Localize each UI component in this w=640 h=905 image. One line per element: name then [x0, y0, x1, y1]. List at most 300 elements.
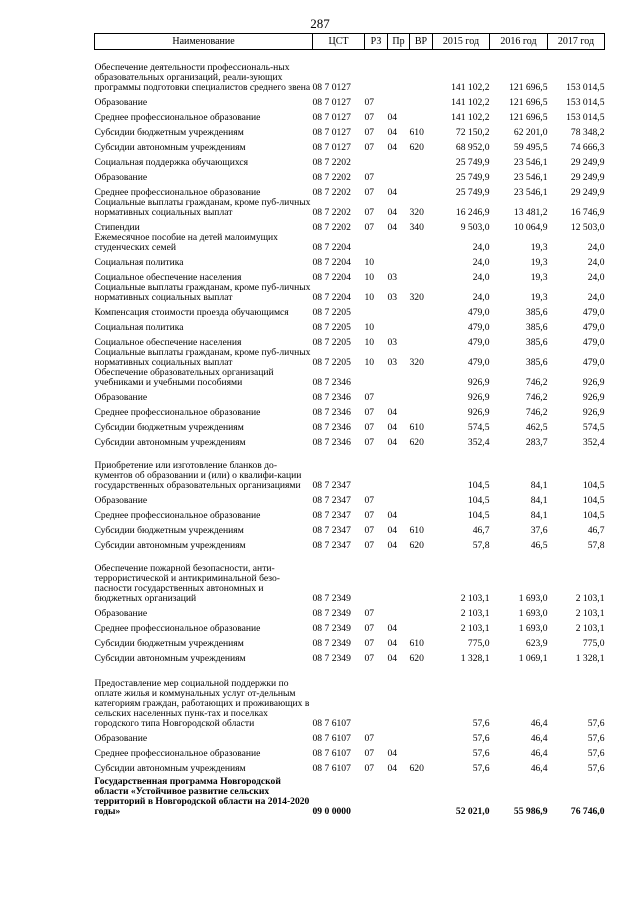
- cell-rz: 07: [364, 142, 375, 153]
- cell-code: 08 7 2202: [312, 172, 351, 183]
- table-row: [95, 108, 605, 123]
- cell-code: 08 7 0127: [312, 97, 351, 108]
- cell-pr: [388, 729, 410, 744]
- cell-code: 08 7 2202: [312, 222, 351, 233]
- cell-code: 08 7 2204: [312, 292, 351, 303]
- table-row: [95, 388, 605, 403]
- cell-y2016: 46,4: [530, 748, 548, 759]
- cell-pr: 04: [387, 510, 398, 521]
- table-row: [95, 433, 605, 448]
- cell-pr: 04: [387, 525, 398, 536]
- cell-rz: [365, 153, 388, 168]
- cell-pr: [388, 153, 410, 168]
- cell-y2016: 462,5: [525, 422, 548, 433]
- cell-vr: [410, 403, 433, 418]
- budget-table: [94, 33, 605, 817]
- cell-code: 08 7 2205: [312, 357, 351, 368]
- cell-rz: 07: [364, 638, 375, 649]
- cell-name: Среднее профессиональное образование: [94, 407, 261, 418]
- cell-name: Образование: [94, 392, 148, 403]
- cell-y2016: 385,6: [525, 322, 548, 333]
- cell-rz: 07: [364, 510, 375, 521]
- cell-name: Социальные выплаты гражданам, кроме пуб-личных нормативных социальных выплат: [94, 282, 311, 303]
- cell-y2015: 352,4: [467, 437, 490, 448]
- table-row: [95, 218, 605, 233]
- table-row: [95, 604, 605, 619]
- table-row: [95, 491, 605, 506]
- cell-code: 08 7 2347: [312, 495, 351, 506]
- cell-rz: 07: [364, 422, 375, 433]
- cell-name: Среднее профессиональное образование: [94, 623, 261, 634]
- cell-name: Субсидии автономным учреждениям: [94, 653, 246, 664]
- cell-y2017: 57,8: [587, 540, 605, 551]
- cell-y2015: 479,0: [467, 337, 490, 348]
- cell-y2015: 57,8: [472, 540, 490, 551]
- cell-y2017: 29 249,9: [570, 172, 605, 183]
- cell-vr: 610: [409, 127, 424, 138]
- cell-rz: 07: [364, 763, 375, 774]
- cell-y2015: 25 749,9: [455, 187, 490, 198]
- cell-y2016: 23 546,1: [513, 157, 548, 168]
- cell-y2017: 74 666,3: [570, 142, 605, 153]
- cell-pr: [388, 664, 410, 729]
- cell-name: Образование: [94, 495, 148, 506]
- cell-code: 08 7 6107: [312, 718, 351, 729]
- cell-vr: [410, 108, 433, 123]
- table-row: [95, 153, 605, 168]
- cell-pr: 04: [387, 623, 398, 634]
- cell-code: 08 7 2205: [312, 307, 351, 318]
- cell-y2016: 23 546,1: [513, 187, 548, 198]
- cell-y2016: 19,3: [530, 272, 548, 283]
- cell-name: Субсидии бюджетным учреждениям: [94, 422, 244, 433]
- header-rz: РЗ: [365, 34, 388, 50]
- cell-rz: 07: [364, 733, 375, 744]
- cell-pr: [388, 604, 410, 619]
- cell-y2016: 46,5: [530, 540, 548, 551]
- header-2015: 2015 год: [433, 34, 490, 50]
- cell-name: Образование: [94, 97, 148, 108]
- cell-rz: 07: [364, 437, 375, 448]
- cell-pr: [388, 168, 410, 183]
- cell-vr: [410, 268, 433, 283]
- cell-pr: [388, 491, 410, 506]
- cell-rz: [365, 551, 388, 604]
- table-row: [95, 198, 605, 218]
- table-row: [95, 403, 605, 418]
- cell-code: 08 7 2346: [312, 407, 351, 418]
- cell-rz: 10: [364, 292, 375, 303]
- header-code: ЦСТ: [313, 34, 365, 50]
- cell-pr: [388, 233, 410, 253]
- cell-code: 08 7 6107: [312, 763, 351, 774]
- cell-y2015: 46,7: [472, 525, 490, 536]
- cell-y2016: 121 696,5: [509, 82, 548, 93]
- cell-y2017: 78 348,2: [570, 127, 605, 138]
- cell-pr: 04: [387, 653, 398, 664]
- header-pr: Пр: [388, 34, 410, 50]
- cell-y2016: 1 693,0: [518, 608, 548, 619]
- cell-y2017: 775,0: [582, 638, 605, 649]
- cell-code: 08 7 0127: [312, 82, 351, 93]
- table-row: [95, 138, 605, 153]
- table-row: [95, 123, 605, 138]
- cell-vr: 320: [409, 357, 424, 368]
- cell-y2016: 59 495,5: [513, 142, 548, 153]
- table-row: [95, 774, 605, 817]
- cell-y2015: 574,5: [467, 422, 490, 433]
- cell-y2015: 24,0: [472, 272, 490, 283]
- cell-y2017: 352,4: [582, 437, 605, 448]
- header-2016: 2016 год: [490, 34, 548, 50]
- cell-y2017: 2 103,1: [575, 608, 605, 619]
- cell-pr: 04: [387, 748, 398, 759]
- cell-vr: [410, 619, 433, 634]
- cell-vr: 610: [409, 525, 424, 536]
- table-row: [95, 348, 605, 368]
- cell-y2017: 29 249,9: [570, 187, 605, 198]
- cell-name: Социальные выплаты гражданам, кроме пуб-личных нормативных социальных выплат: [94, 347, 311, 368]
- cell-name: Среднее профессиональное образование: [94, 748, 261, 759]
- cell-pr: 04: [387, 407, 398, 418]
- cell-rz: 07: [364, 97, 375, 108]
- cell-vr: [410, 729, 433, 744]
- cell-pr: [388, 50, 410, 94]
- cell-code: 08 7 2204: [312, 272, 351, 283]
- cell-y2016: 84,1: [530, 495, 548, 506]
- cell-y2016: 623,9: [525, 638, 548, 649]
- cell-vr: 340: [409, 222, 424, 233]
- cell-code: 08 7 2347: [312, 540, 351, 551]
- cell-name: Субсидии автономным учреждениям: [94, 142, 246, 153]
- cell-code: 08 7 2346: [312, 437, 351, 448]
- cell-code: 08 7 0127: [312, 127, 351, 138]
- cell-y2017: 104,5: [582, 495, 605, 506]
- cell-pr: [388, 253, 410, 268]
- cell-y2015: 68 952,0: [455, 142, 490, 153]
- cell-code: 08 7 2205: [312, 322, 351, 333]
- cell-rz: 07: [364, 653, 375, 664]
- cell-name: Субсидии бюджетным учреждениям: [94, 525, 244, 536]
- cell-name: Субсидии бюджетным учреждениям: [94, 127, 244, 138]
- cell-vr: 620: [409, 437, 424, 448]
- cell-y2016: 283,7: [525, 437, 548, 448]
- cell-rz: 10: [364, 357, 375, 368]
- cell-y2015: 1 328,1: [460, 653, 490, 664]
- cell-y2016: 1 069,1: [518, 653, 548, 664]
- header-2017: 2017 год: [548, 34, 605, 50]
- cell-y2017: 479,0: [582, 357, 605, 368]
- cell-y2015: 57,6: [472, 718, 490, 729]
- cell-pr: [388, 303, 410, 318]
- cell-vr: [410, 318, 433, 333]
- cell-pr: [388, 368, 410, 388]
- cell-rz: [365, 774, 388, 817]
- cell-rz: 10: [364, 257, 375, 268]
- header-vr: ВР: [410, 34, 433, 50]
- cell-y2016: 19,3: [530, 292, 548, 303]
- cell-rz: 07: [364, 127, 375, 138]
- cell-y2017: 479,0: [582, 322, 605, 333]
- cell-pr: 03: [387, 272, 398, 283]
- cell-code: 08 7 2202: [312, 187, 351, 198]
- cell-pr: [388, 318, 410, 333]
- cell-y2016: 385,6: [525, 357, 548, 368]
- cell-rz: 07: [364, 608, 375, 619]
- cell-name: Социальное обеспечение населения: [94, 337, 242, 348]
- table-row: [95, 551, 605, 604]
- table-row: [95, 368, 605, 388]
- cell-y2015: 104,5: [467, 480, 490, 491]
- table-row: [95, 253, 605, 268]
- cell-y2017: 104,5: [582, 510, 605, 521]
- cell-code: 08 7 2346: [312, 392, 351, 403]
- cell-rz: 07: [364, 392, 375, 403]
- cell-rz: [365, 664, 388, 729]
- cell-y2015: 479,0: [467, 307, 490, 318]
- cell-y2017: 57,6: [587, 733, 605, 744]
- cell-y2016: 84,1: [530, 480, 548, 491]
- cell-y2017: 153 014,5: [566, 82, 605, 93]
- cell-y2015: 2 103,1: [460, 608, 490, 619]
- cell-y2015: 57,6: [472, 748, 490, 759]
- cell-vr: [410, 93, 433, 108]
- cell-pr: 04: [387, 187, 398, 198]
- cell-y2017: 926,9: [582, 407, 605, 418]
- cell-y2017: 24,0: [587, 292, 605, 303]
- cell-pr: 03: [387, 292, 398, 303]
- cell-name: Обеспечение пожарной безопасности, анти-террористической и антикриминальной безо-пасности государственных автономных и бюджетных организаций: [94, 563, 280, 604]
- table-row: [95, 303, 605, 318]
- cell-rz: [365, 368, 388, 388]
- table-row: [95, 521, 605, 536]
- cell-name: Социальные выплаты гражданам, кроме пуб-личных нормативных социальных выплат: [94, 197, 311, 218]
- cell-name: Социальная политика: [94, 257, 184, 268]
- table-row: [95, 619, 605, 634]
- cell-y2017: 574,5: [582, 422, 605, 433]
- cell-rz: 07: [364, 525, 375, 536]
- cell-pr: 04: [387, 112, 398, 123]
- cell-code: 08 7 2204: [312, 257, 351, 268]
- cell-y2015: 926,9: [467, 392, 490, 403]
- table-row: [95, 729, 605, 744]
- cell-y2016: 19,3: [530, 257, 548, 268]
- cell-y2017: 46,7: [587, 525, 605, 536]
- cell-rz: [365, 448, 388, 491]
- cell-y2016: 55 986,9: [513, 806, 548, 817]
- cell-code: 09 0 0000: [312, 806, 351, 817]
- cell-pr: 04: [387, 127, 398, 138]
- cell-vr: 320: [409, 292, 424, 303]
- cell-pr: 04: [387, 763, 398, 774]
- table-row: [95, 664, 605, 729]
- cell-y2015: 24,0: [472, 292, 490, 303]
- cell-name: Социальное обеспечение населения: [94, 272, 242, 283]
- cell-name: Образование: [94, 172, 148, 183]
- cell-y2015: 24,0: [472, 242, 490, 253]
- cell-pr: [388, 388, 410, 403]
- cell-vr: 610: [409, 422, 424, 433]
- cell-code: 08 7 2346: [312, 422, 351, 433]
- cell-pr: 04: [387, 207, 398, 218]
- cell-y2016: 19,3: [530, 242, 548, 253]
- cell-name: Предоставление мер социальной поддержки по оплате жилья и коммунальных услуг от-дельным категориям граждан, работающих и проживающих в сельских населенных пунк-тах и поселках городского типа Новгородской области: [94, 678, 310, 729]
- cell-y2017: 24,0: [587, 272, 605, 283]
- table-row: [95, 183, 605, 198]
- table-row: [95, 536, 605, 551]
- cell-rz: 07: [364, 112, 375, 123]
- cell-vr: [410, 551, 433, 604]
- cell-pr: [388, 448, 410, 491]
- cell-y2015: 104,5: [467, 495, 490, 506]
- cell-y2016: 84,1: [530, 510, 548, 521]
- cell-y2015: 141 102,2: [451, 112, 490, 123]
- cell-y2016: 37,6: [530, 525, 548, 536]
- cell-y2017: 29 249,9: [570, 157, 605, 168]
- cell-code: 08 7 2204: [312, 242, 351, 253]
- cell-rz: 07: [364, 222, 375, 233]
- cell-y2016: 46,4: [530, 733, 548, 744]
- cell-y2017: 2 103,1: [575, 593, 605, 604]
- cell-y2017: 57,6: [587, 748, 605, 759]
- cell-vr: [410, 153, 433, 168]
- cell-pr: 04: [387, 222, 398, 233]
- cell-name: Среднее профессиональное образование: [94, 510, 261, 521]
- cell-y2016: 746,2: [525, 377, 548, 388]
- cell-name: Субсидии автономным учреждениям: [94, 763, 246, 774]
- cell-y2016: 385,6: [525, 337, 548, 348]
- cell-code: 08 7 0127: [312, 112, 351, 123]
- cell-rz: 10: [364, 337, 375, 348]
- cell-vr: [410, 448, 433, 491]
- cell-y2016: 13 481,2: [513, 207, 548, 218]
- cell-y2016: 121 696,5: [509, 97, 548, 108]
- cell-y2017: 1 328,1: [575, 653, 605, 664]
- cell-rz: 07: [364, 748, 375, 759]
- cell-pr: 04: [387, 437, 398, 448]
- cell-vr: [410, 506, 433, 521]
- cell-name: Субсидии автономным учреждениям: [94, 540, 246, 551]
- cell-vr: [410, 664, 433, 729]
- cell-y2016: 1 693,0: [518, 623, 548, 634]
- cell-pr: 04: [387, 142, 398, 153]
- cell-vr: [410, 604, 433, 619]
- cell-y2016: 46,4: [530, 763, 548, 774]
- cell-vr: 620: [409, 540, 424, 551]
- cell-name: Приобретение или изготовление бланков до-кументов об образовании и (или) о квалифи-кации государственных образовательных организациями: [94, 460, 302, 491]
- cell-code: 08 7 2205: [312, 337, 351, 348]
- cell-y2015: 479,0: [467, 357, 490, 368]
- cell-pr: 04: [387, 540, 398, 551]
- cell-name: Среднее профессиональное образование: [94, 112, 261, 123]
- cell-rz: 07: [364, 172, 375, 183]
- cell-name: Компенсация стоимости проезда обучающимся: [94, 307, 289, 318]
- cell-y2016: 62 201,0: [513, 127, 548, 138]
- cell-rz: 07: [364, 207, 375, 218]
- cell-y2017: 24,0: [587, 257, 605, 268]
- cell-rz: 07: [364, 187, 375, 198]
- table-row: [95, 506, 605, 521]
- cell-y2017: 153 014,5: [566, 112, 605, 123]
- table-row: [95, 744, 605, 759]
- cell-vr: [410, 303, 433, 318]
- cell-y2017: 57,6: [587, 718, 605, 729]
- cell-y2016: 10 064,9: [513, 222, 548, 233]
- cell-code: 08 7 2349: [312, 623, 351, 634]
- cell-y2017: 479,0: [582, 307, 605, 318]
- cell-pr: [388, 774, 410, 817]
- table-row: [95, 168, 605, 183]
- cell-name: Социальная поддержка обучающихся: [94, 157, 249, 168]
- cell-y2015: 2 103,1: [460, 623, 490, 634]
- cell-code: 08 7 2349: [312, 653, 351, 664]
- cell-vr: 620: [409, 142, 424, 153]
- cell-y2015: 775,0: [467, 638, 490, 649]
- cell-rz: 10: [364, 322, 375, 333]
- cell-name: Субсидии бюджетным учреждениям: [94, 638, 244, 649]
- cell-y2016: 121 696,5: [509, 112, 548, 123]
- cell-vr: 610: [409, 638, 424, 649]
- cell-y2015: 926,9: [467, 407, 490, 418]
- cell-y2017: 926,9: [582, 392, 605, 403]
- cell-code: 08 7 6107: [312, 748, 351, 759]
- cell-pr: 03: [387, 357, 398, 368]
- cell-rz: [365, 233, 388, 253]
- cell-vr: [410, 744, 433, 759]
- cell-vr: [410, 168, 433, 183]
- cell-rz: 07: [364, 495, 375, 506]
- cell-y2015: 926,9: [467, 377, 490, 388]
- cell-y2015: 141 102,2: [451, 82, 490, 93]
- cell-name: Социальная политика: [94, 322, 184, 333]
- cell-name: Государственная программа Новгородской области «Устойчивое развитие сельских территорий в Новгородской области на 2014-2020 годы»: [94, 776, 310, 817]
- table-row: [95, 649, 605, 664]
- table-row: [95, 634, 605, 649]
- cell-pr: [388, 93, 410, 108]
- cell-code: 08 7 2346: [312, 377, 351, 388]
- cell-y2015: 141 102,2: [451, 97, 490, 108]
- cell-y2017: 57,6: [587, 763, 605, 774]
- cell-code: 08 7 2349: [312, 608, 351, 619]
- cell-y2017: 2 103,1: [575, 623, 605, 634]
- cell-y2016: 1 693,0: [518, 593, 548, 604]
- cell-vr: [410, 491, 433, 506]
- cell-name: Обеспечение образовательных организаций учебниками и учебными пособиями: [94, 367, 274, 388]
- header-name: Наименование: [95, 34, 313, 50]
- cell-y2016: 746,2: [525, 407, 548, 418]
- cell-y2015: 57,6: [472, 763, 490, 774]
- cell-y2015: 24,0: [472, 257, 490, 268]
- cell-y2015: 72 150,2: [455, 127, 490, 138]
- cell-y2015: 2 103,1: [460, 593, 490, 604]
- cell-rz: [365, 303, 388, 318]
- cell-y2017: 24,0: [587, 242, 605, 253]
- cell-vr: 320: [409, 207, 424, 218]
- cell-name: Среднее профессиональное образование: [94, 187, 261, 198]
- table-row: [95, 448, 605, 491]
- cell-code: 08 7 2347: [312, 480, 351, 491]
- cell-vr: [410, 253, 433, 268]
- cell-y2017: 12 503,0: [570, 222, 605, 233]
- cell-rz: 07: [364, 623, 375, 634]
- cell-y2017: 76 746,0: [570, 806, 605, 817]
- cell-vr: [410, 183, 433, 198]
- cell-rz: 10: [364, 272, 375, 283]
- cell-name: Обеспечение деятельности профессиональ-ных образовательных организаций, реали-зующих программы подготовки специалистов среднего звена: [94, 62, 311, 93]
- cell-name: Образование: [94, 733, 148, 744]
- cell-pr: 04: [387, 422, 398, 433]
- cell-code: 08 7 2349: [312, 593, 351, 604]
